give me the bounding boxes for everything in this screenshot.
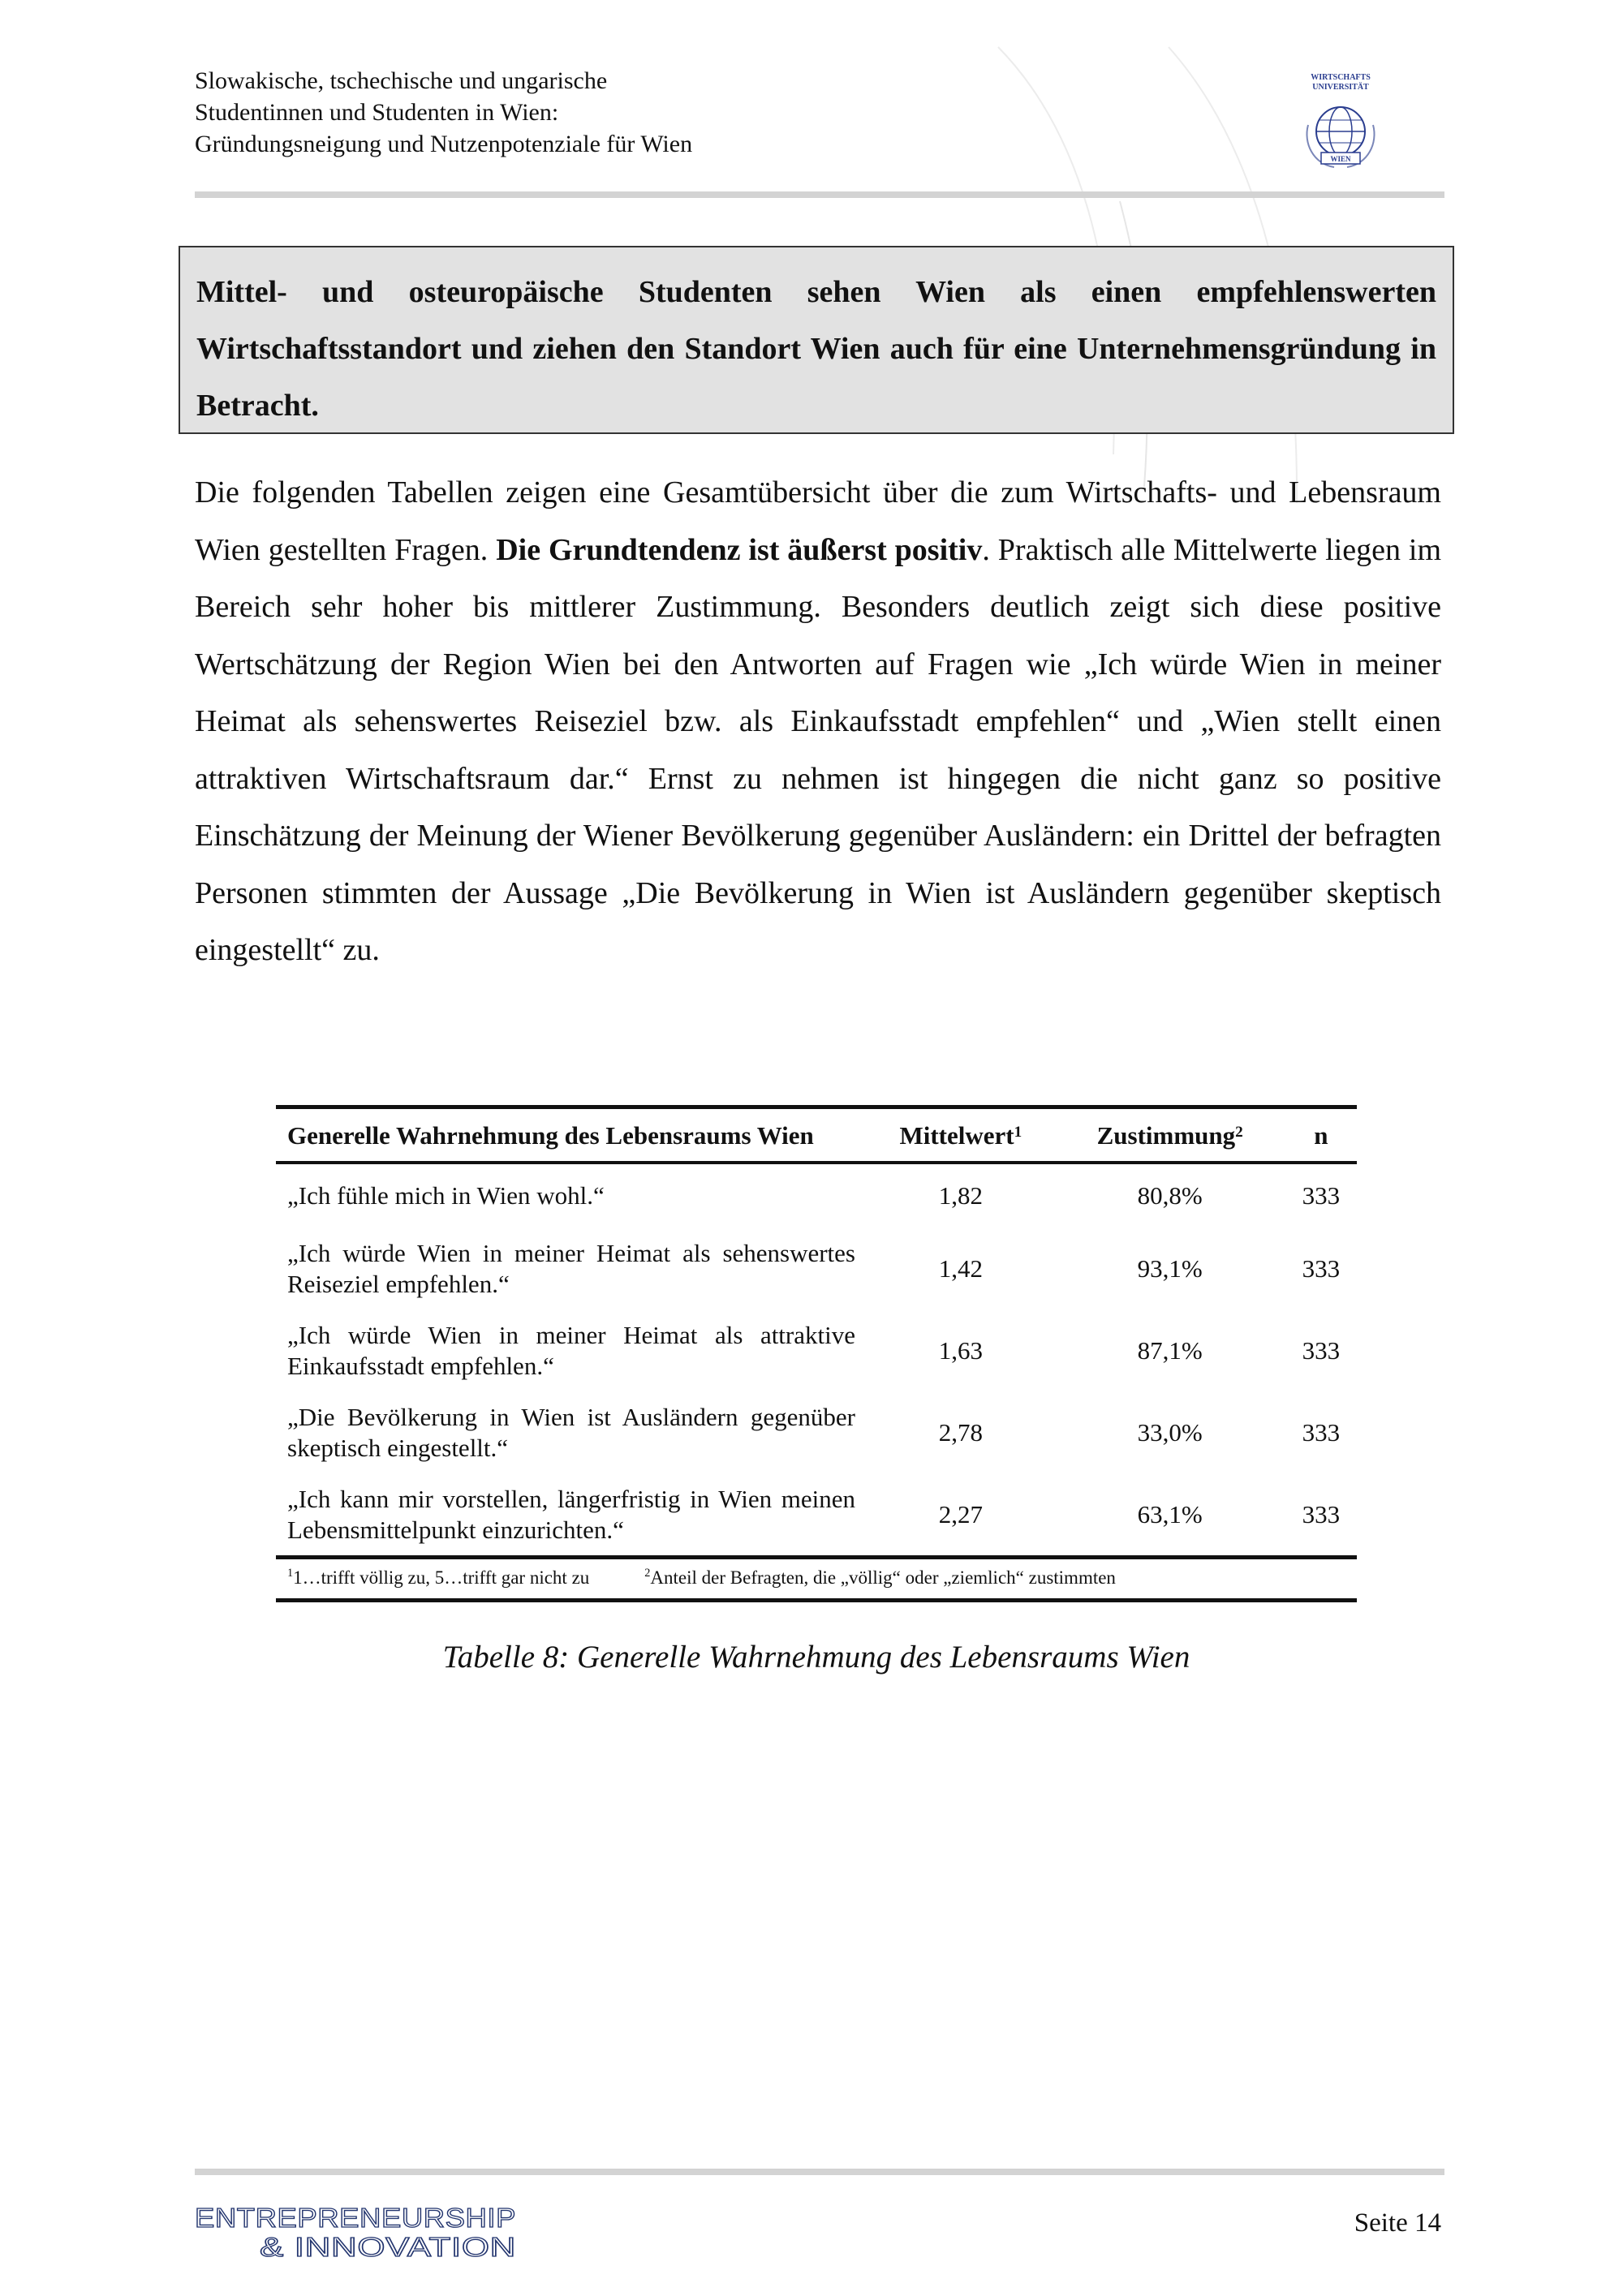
- page-number: Seite 14: [1354, 2208, 1441, 2238]
- row-agreement: 80,8%: [1137, 1181, 1203, 1210]
- footer-rule: [195, 2169, 1444, 2175]
- table-row: [276, 1473, 1357, 1558]
- highlight-box: [179, 246, 1454, 434]
- header-mean-sup: 1: [1014, 1124, 1022, 1141]
- header-line: Studentinnen und Studenten in Wien:: [195, 99, 559, 126]
- row-mean: 1,63: [938, 1335, 983, 1365]
- row-n: 333: [1302, 1181, 1341, 1210]
- row-n: 333: [1302, 1253, 1341, 1283]
- body-text-part1: Die folgenden Tabellen zeigen eine Gesamtübersicht über die zum Wirtschafts- und Lebensraum Wien gestellten Fragen.: [195, 475, 1441, 567]
- table-row: [276, 1228, 1357, 1309]
- header-line: Slowakische, tschechische und ungarische: [195, 67, 608, 94]
- footnote2-mark: 2: [644, 1567, 651, 1580]
- header-rule: [195, 191, 1444, 198]
- header-mean-label: Mittelwert: [899, 1121, 1014, 1150]
- entrepreneurship-innovation-logo: [195, 2203, 519, 2261]
- perception-table: [276, 1105, 1357, 1602]
- header-agreement-sup: 2: [1235, 1124, 1243, 1141]
- row-statement: „Ich kann mir vorstellen, längerfristig in Wien meinen Lebensmittelpunkt einzurichten.“: [287, 1484, 855, 1544]
- table-footnote-row: [276, 1558, 1357, 1601]
- logo-line2: & INNOVATION: [260, 2232, 516, 2261]
- row-statement: „Ich würde Wien in meiner Heimat als attraktive Einkaufsstadt empfehlen.“: [287, 1320, 855, 1380]
- header-n: n: [1314, 1121, 1328, 1150]
- crest-line3: WIEN: [1330, 155, 1351, 163]
- logo-line1: ENTREPRENEURSHIP: [195, 2203, 516, 2233]
- row-mean: 2,27: [938, 1499, 983, 1529]
- row-agreement: 93,1%: [1137, 1253, 1203, 1283]
- body-text-part2: . Praktisch alle Mittelwerte liegen im Bereich sehr hoher bis mittlerer Zustimmung. Besonders deutlich zeigt sich diese positive Wertschätzung der Region Wien bei den Antworten auf Fragen wie „Ich würde Wien in meiner Heimat als sehenswertes Reiseziel bzw. als Einkaufsstadt empfehlen“ und „Wien stellt einen attraktiven Wirtschaftsraum dar.“ Ernst zu nehmen ist hingegen die nicht ganz so positive Einschätzung der Meinung der Wiener Bevölkerung gegenüber Ausländern: ein Drittel der befragten Personen stimmten der Aussage „Die Bevölkerung in Wien ist Ausländern gegenüber skeptisch eingestellt“ zu.: [195, 532, 1442, 967]
- header-line: Gründungsneigung und Nutzenpotenziale für Wien: [195, 131, 693, 157]
- row-statement: „Ich würde Wien in meiner Heimat als sehenswertes Reiseziel empfehlen.“: [287, 1238, 855, 1298]
- crest-line2: UNIVERSITÄT: [1312, 83, 1369, 92]
- row-mean: 1,82: [938, 1181, 983, 1210]
- row-statement: „Ich fühle mich in Wien wohl.“: [287, 1181, 605, 1210]
- footnote1-text: 1…trifft völlig zu, 5…trifft gar nicht zu: [293, 1567, 590, 1588]
- row-agreement: 63,1%: [1137, 1499, 1203, 1529]
- row-n: 333: [1302, 1499, 1341, 1529]
- row-mean: 2,78: [938, 1417, 983, 1447]
- body-text-bold: Die Grundtendenz ist äußerst positiv: [496, 532, 983, 567]
- university-crest-logo: [1287, 68, 1394, 182]
- footnote1-mark: 1: [287, 1567, 294, 1580]
- running-header: [195, 65, 692, 160]
- header-agreement-label: Zustimmung: [1096, 1121, 1236, 1150]
- table-header-row: [276, 1107, 1357, 1163]
- row-statement: „Die Bevölkerung in Wien ist Ausländern gegenüber skeptisch eingestellt.“: [287, 1402, 855, 1462]
- row-n: 333: [1302, 1417, 1341, 1447]
- row-agreement: 87,1%: [1137, 1335, 1203, 1365]
- row-agreement: 33,0%: [1137, 1417, 1203, 1447]
- table-row: [276, 1309, 1357, 1391]
- row-n: 333: [1302, 1335, 1341, 1365]
- table-footnotes: [276, 1558, 1357, 1601]
- crest-line1: WIRTSCHAFTS: [1311, 73, 1371, 82]
- row-mean: 1,42: [938, 1253, 983, 1283]
- header-agreement: [1055, 1107, 1281, 1163]
- table-row: [276, 1163, 1357, 1228]
- footnote2-text: Anteil der Befragten, die „völlig“ oder „ziemlich“ zustimmten: [650, 1567, 1116, 1588]
- table-caption: Tabelle 8: Generelle Wahrnehmung des Lebensraums Wien: [442, 1640, 1190, 1675]
- table-row: [276, 1391, 1357, 1473]
- highlight-text: Mittel- und osteuropäische Studenten sehen Wien als einen empfehlenswerten Wirtschaftsstandort und ziehen den Standort Wien auch für eine Unternehmensgründung in Betracht.: [196, 275, 1436, 423]
- header-mean: [862, 1107, 1055, 1163]
- body-paragraph: [195, 464, 1441, 979]
- header-statement: Generelle Wahrnehmung des Lebensraums Wien: [287, 1121, 814, 1150]
